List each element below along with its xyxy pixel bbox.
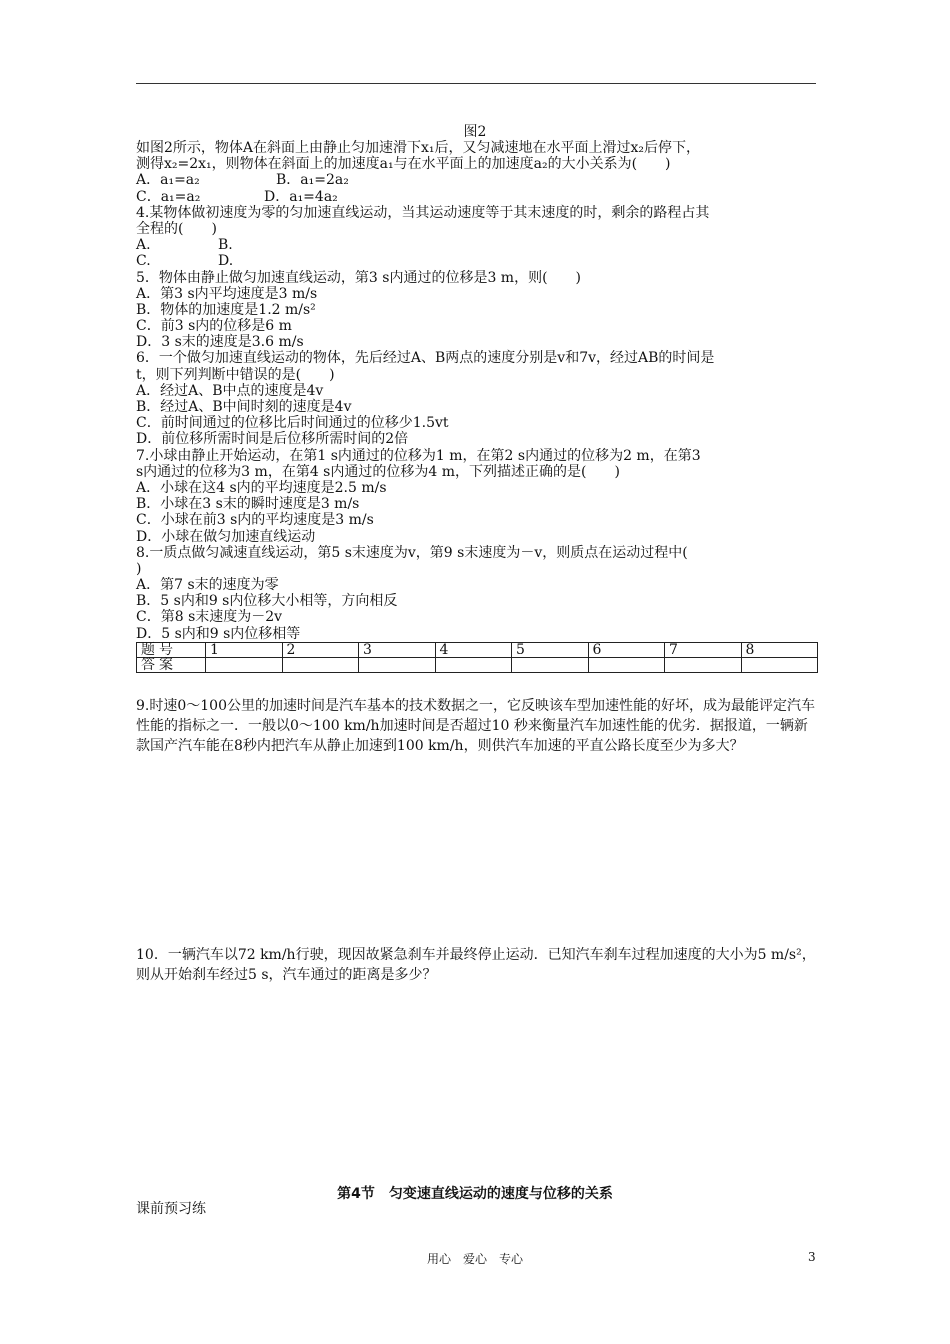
answer-table-number: 8 — [741, 642, 818, 657]
q6-stem-line2: t，则下列判断中错误的是( ) — [136, 366, 335, 383]
q8-option-b: B．5 s内和9 s内位移大小相等，方向相反 — [136, 593, 398, 610]
answer-table-number: 5 — [512, 642, 589, 657]
q3-option-d: D．a₁=4a₂ — [264, 188, 338, 205]
q4-stem-line1: 4.某物体做初速度为零的匀加速直线运动，当其运动速度等于其末速度的时，剩余的路程占其 — [136, 204, 710, 221]
q7-option-d: D．小球在做匀加速直线运动 — [136, 528, 316, 545]
figure-caption: 图2 — [463, 124, 487, 140]
answer-table-number: 4 — [435, 642, 512, 657]
q6-option-c: C．前时间通过的位移比后时间通过的位移少1.5vt — [136, 415, 449, 432]
q3-option-c: C．a₁=a₂ — [136, 188, 201, 205]
answer-cell[interactable] — [741, 657, 818, 672]
q3-options-ab — [136, 172, 816, 188]
answer-table-number: 2 — [282, 642, 359, 657]
q5-stem: 5．物体由静止做匀加速直线运动，第3 s内通过的位移是3 m，则( ) — [136, 269, 582, 286]
preview-label: 课前预习练 — [136, 1201, 206, 1217]
q5-option-d: D．3 s末的速度是3.6 m/s — [136, 334, 304, 351]
q5-option-a: A．第3 s内平均速度是3 m/s — [136, 285, 318, 302]
answer-table — [136, 642, 818, 673]
q7-option-a: A．小球在这4 s内的平均速度是2.5 m/s — [136, 479, 387, 496]
q4-option-c: C. — [136, 253, 151, 270]
q7-stem-line2: s内通过的位移为3 m，在第4 s内通过的位移为4 m，下列描述正确的是( ) — [136, 463, 620, 480]
q8-option-d: D．5 s内和9 s内位移相等 — [136, 625, 301, 642]
answer-table-number: 6 — [588, 642, 665, 657]
answer-cell[interactable] — [512, 657, 589, 672]
q8-stem-line1: 8.一质点做匀减速直线运动，第5 s末速度为v，第9 s末速度为－v，则质点在运动过程中( — [136, 544, 688, 561]
q4-stem-line2: 全程的( ) — [136, 220, 217, 237]
q5-option-b: B．物体的加速度是1.2 m/s² — [136, 301, 316, 318]
q4-options-cd — [136, 253, 816, 269]
answer-cell[interactable] — [665, 657, 742, 672]
q6-option-a: A．经过A、B中点的速度是4v — [136, 382, 324, 399]
q6-option-d: D．前位移所需时间是后位移所需时间的2倍 — [136, 431, 409, 448]
q8-option-a: A．第7 s末的速度为零 — [136, 577, 279, 594]
header-rule — [136, 83, 816, 84]
answer-cell[interactable] — [359, 657, 436, 672]
q4-option-a: A. — [136, 237, 151, 254]
answer-cell[interactable] — [435, 657, 512, 672]
answer-table-row1-label: 题号 — [137, 642, 206, 657]
q7-option-c: C．小球在前3 s内的平均速度是3 m/s — [136, 512, 374, 529]
q3-stem-line2: 测得x₂=2x₁，则物体在斜面上的加速度a₁与在水平面上的加速度a₂的大小关系为( ) — [136, 156, 671, 173]
q8-option-c: C．第8 s末速度为－2v — [136, 609, 283, 626]
answer-table-number: 1 — [206, 642, 283, 657]
q7-option-b: B．小球在3 s末的瞬时速度是3 m/s — [136, 496, 360, 513]
q7-stem-line1: 7.小球由静止开始运动，在第1 s内通过的位移为1 m，在第2 s内通过的位移为2 m，在第3 — [136, 447, 701, 464]
answer-cell[interactable] — [282, 657, 359, 672]
q4-options-ab — [136, 237, 816, 253]
answer-table-number: 7 — [665, 642, 742, 657]
q3-stem-line1: 如图2所示，物体A在斜面上由静止匀加速滑下x₁后，又匀减速地在水平面上滑过x₂后停下， — [136, 140, 701, 156]
section-title: 第4节 匀变速直线运动的速度与位移的关系 — [337, 1186, 613, 1202]
q3-options-cd — [136, 189, 816, 205]
answer-table-number: 3 — [359, 642, 436, 657]
footer-text: 用心 爱心 专心 — [426, 1252, 523, 1266]
answer-cell[interactable] — [588, 657, 665, 672]
q8-stem-line2: ) — [136, 560, 142, 577]
q4-option-b: B. — [218, 237, 233, 254]
q9-text: 9.时速0～100公里的加速时间是汽车基本的技术数据之一，它反映该车型加速性能的好坏，成为最能评定汽车性能的指标之一．一般以0～100 km/h加速时间是否超过10 秒来衡量汽车加速性能的优劣．据报道，一辆新款国产汽车能在8秒内把汽车从静止加速到100 km/h，则供汽车加速的平直公路长度至少为多大？ — [136, 698, 815, 754]
q6-option-b: B．经过A、B中间时刻的速度是4v — [136, 399, 352, 415]
q3-option-b: B．a₁=2a₂ — [276, 172, 349, 189]
answer-table-row2-label: 答案 — [137, 657, 206, 672]
answer-cell[interactable] — [206, 657, 283, 672]
question-list — [136, 140, 816, 673]
q4-option-d: D. — [218, 253, 234, 270]
answer-table-number-row — [137, 642, 818, 657]
q10-text: 10．一辆汽车以72 km/h行驶，现因故紧急刹车并最终停止运动．已知汽车刹车过程加速度的大小为5 m/s²，则从开始刹车经过5 s，汽车通过的距离是多少？ — [136, 947, 816, 983]
q3-option-a: A．a₁=a₂ — [136, 172, 200, 189]
q6-stem-line1: 6．一个做匀加速直线运动的物体，先后经过A、B两点的速度分别是v和7v，经过AB的时间是 — [136, 350, 715, 367]
answer-table-answer-row — [137, 657, 818, 672]
q5-option-c: C．前3 s内的位移是6 m — [136, 318, 292, 335]
page-number: 3 — [808, 1250, 816, 1264]
